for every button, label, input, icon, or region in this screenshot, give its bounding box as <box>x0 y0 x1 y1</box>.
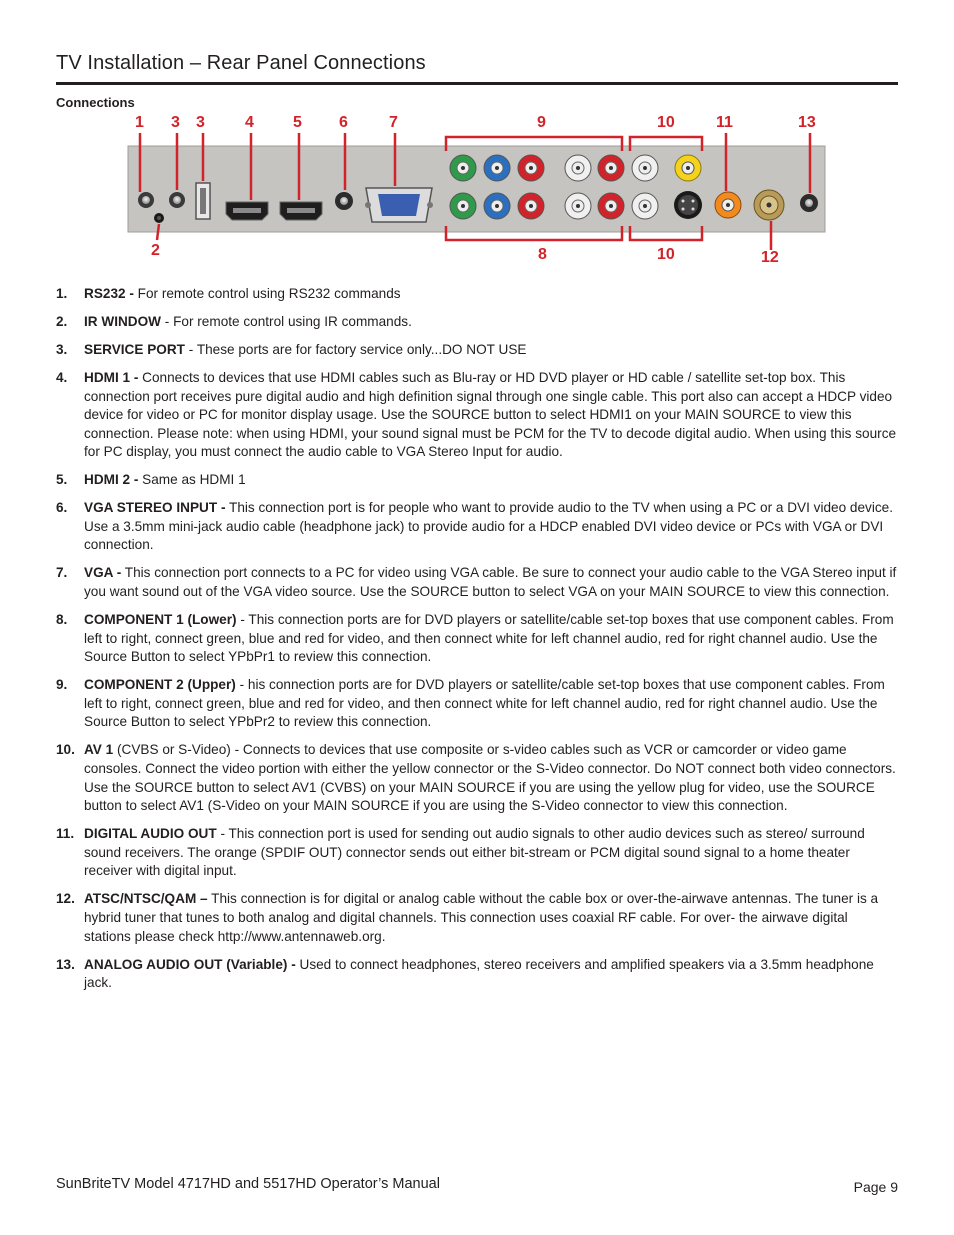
item-name: SERVICE PORT <box>84 341 185 357</box>
lower-rca-jack <box>484 193 510 219</box>
page-number: Page 9 <box>853 1179 898 1195</box>
vga-port <box>365 188 433 222</box>
upper-rca-jack <box>518 155 544 181</box>
antenna-coax-port <box>754 190 784 220</box>
list-item <box>56 369 898 462</box>
item-description: - his connection ports are for DVD players or satellite/cable set-top boxes that use component cables. From left to right, connect green, blue and red for video, and then connect white for left channel audio, red for right channel audio. Use the Source Button to select YPbPr2 to review this connection. <box>84 677 885 730</box>
upper-rca-jack <box>565 155 591 181</box>
list-item <box>56 825 898 881</box>
list-item <box>56 341 898 360</box>
upper-rca-jack <box>484 155 510 181</box>
item-description: Connects to devices that use HDMI cables such as Blu-ray or HD DVD player or HD cable / satellite set-top box. This connection port receives pure digital audio and high definition signal through one single cable. This port also can accept a HDCP video device for video or PC for monitor display usage. Use the SOURCE button to select HDMI1 on your MAIN SOURCE to view this connection. Please note: when using HDMI, your sound signal must be PCM for the TV to decode digital audio. When using this source for PC display, you must connect the audio cable to VGA Stereo Input for audio. <box>84 369 897 460</box>
item-description: This connection port is for people who want to provide audio to the TV when using a PC or a DVI video device. Use a 3.5mm mini-jack audio cable (headphone jack) to provide audio for a HDCP enabled DVI video device or PCs with VGA or DVI connection. <box>84 500 893 553</box>
service-usb-port <box>196 183 210 219</box>
upper-rca-jack <box>598 155 624 181</box>
item-description: - For remote control using IR commands. <box>161 313 412 329</box>
item-number: 12. <box>56 891 75 907</box>
av1-yellow-rca <box>675 155 701 181</box>
callout-6: 6 <box>339 114 348 131</box>
callout-1: 1 <box>135 114 144 131</box>
item-description: (CVBS or S-Video) - Connects to devices that use composite or s-video cables such as VCR or camcorder or video game consoles. Connect the video portion with either the yellow connector or the S-Video connector. Do NOT connect both video connectors. Use the SOURCE button to select AV1 (CVBS) on your MAIN SOURCE if you are using the yellow plug for video, use the SOURCE button to select AV1 (S-Video on your MAIN SOURCE if you are using the S-Video connector to view this connection. <box>84 742 896 814</box>
item-description: - This connection ports are for DVD players or satellite/cable set-top boxes that use component cables. From left to right, connect green, blue and red for video, and then connect white for left channel audio, red for right channel audio. Use the Source Button to select YPbPr1 to review this connection. <box>84 612 894 665</box>
callout-12: 12 <box>761 249 779 266</box>
lower-rca-jack <box>598 193 624 219</box>
hdmi2-port <box>280 202 322 220</box>
callout-7: 7 <box>389 114 398 131</box>
item-description: - These ports are for factory service only...DO NOT USE <box>184 341 527 357</box>
connection-list <box>56 285 898 1002</box>
lower-rca-jack <box>565 193 591 219</box>
callout-5: 5 <box>293 114 302 131</box>
service-jack <box>169 192 185 208</box>
list-item <box>56 611 898 667</box>
item-name: AV 1 <box>84 742 114 758</box>
vga-stereo-jack <box>335 192 353 210</box>
lower-rca-jack <box>632 193 658 219</box>
callout-9: 9 <box>537 114 546 131</box>
callout-4: 4 <box>245 114 254 131</box>
item-name: VGA STEREO INPUT - <box>84 500 226 516</box>
item-name: COMPONENT 1 (Lower) <box>84 612 237 628</box>
item-number: 6. <box>56 500 68 516</box>
item-number: 4. <box>56 369 68 385</box>
list-item <box>56 313 898 332</box>
item-name: VGA - <box>84 565 122 581</box>
item-name: ATSC/NTSC/QAM – <box>84 891 208 907</box>
item-description: For remote control using RS232 commands <box>133 286 401 301</box>
callout-8: 8 <box>538 246 547 263</box>
item-number: 10. <box>56 742 75 758</box>
item-name: COMPONENT 2 (Upper) <box>84 677 236 693</box>
callout-10-lower: 10 <box>657 246 675 263</box>
list-item <box>56 285 898 304</box>
item-number: 13. <box>56 956 75 972</box>
list-item <box>56 890 898 946</box>
list-item <box>56 564 898 601</box>
hdmi1-port <box>226 202 268 220</box>
callout-3a: 3 <box>171 114 180 131</box>
callout-11: 11 <box>716 114 733 131</box>
item-name: IR WINDOW <box>84 313 162 329</box>
lower-rca-jack <box>450 193 476 219</box>
item-description: Used to connect headphones, stereo receivers and amplified speakers via a 3.5mm headphone jack. <box>84 956 874 991</box>
item-number: 2. <box>56 313 68 329</box>
item-name: ANALOG AUDIO OUT (Variable) - <box>84 956 296 972</box>
callout-10-upper: 10 <box>657 114 675 131</box>
list-item <box>56 471 898 490</box>
item-number: 1. <box>56 286 68 301</box>
item-description: This connection port connects to a PC for video using VGA cable. Be sure to connect your audio cable to the VGA Stereo input if you want sound out of the VGA video source. Use the SOURCE button to select VGA on your MAIN SOURCE to view this connection. <box>84 565 897 600</box>
rear-panel-illustration <box>0 0 954 280</box>
upper-rca-jack <box>450 155 476 181</box>
analog-audio-out-jack <box>800 194 818 212</box>
item-name: HDMI 1 - <box>84 369 139 385</box>
callout-2: 2 <box>151 242 160 259</box>
list-item <box>56 956 898 993</box>
rs232-port <box>138 192 154 208</box>
item-name: RS232 - <box>84 286 134 301</box>
av1-svideo-port <box>674 191 702 219</box>
item-number: 11. <box>56 826 75 842</box>
page-title: TV Installation – Rear Panel Connections <box>56 52 426 74</box>
list-item <box>56 741 898 815</box>
list-item <box>56 499 898 555</box>
ir-window <box>154 213 164 223</box>
item-name: DIGITAL AUDIO OUT <box>84 826 217 842</box>
callout-13: 13 <box>798 114 816 131</box>
upper-rca-jack <box>632 155 658 181</box>
item-number: 7. <box>56 565 68 581</box>
digital-audio-out-rca <box>715 192 741 218</box>
item-number: 9. <box>56 677 68 693</box>
manual-title: SunBriteTV Model 4717HD and 5517HD Operator’s Manual <box>56 1176 440 1192</box>
rear-panel-diagram <box>0 0 954 280</box>
item-description: This connection is for digital or analog cable without the cable box or over-the-airwave antennas. The tuner is a hybrid tuner that tunes to both analog and digital channels. This connection uses coaxial RF cable. For over- the airwave digital stations please check http://www.antennaweb.org. <box>84 891 879 944</box>
lower-rca-jack <box>518 193 544 219</box>
item-name: HDMI 2 - <box>84 472 139 488</box>
list-item <box>56 676 898 732</box>
section-label: Connections <box>56 95 135 110</box>
item-number: 5. <box>56 472 68 488</box>
item-description: Same as HDMI 1 <box>138 472 246 488</box>
item-description: - This connection port is used for sending out audio signals to other audio devices such as stereo/ surround sound receivers. The orange (SPDIF OUT) connector sends out either bit-stream or PCM digital sound signal to a home theater receiver with digital input. <box>84 826 865 879</box>
callout-3b: 3 <box>196 114 205 131</box>
item-number: 8. <box>56 612 68 628</box>
item-number: 3. <box>56 341 68 357</box>
